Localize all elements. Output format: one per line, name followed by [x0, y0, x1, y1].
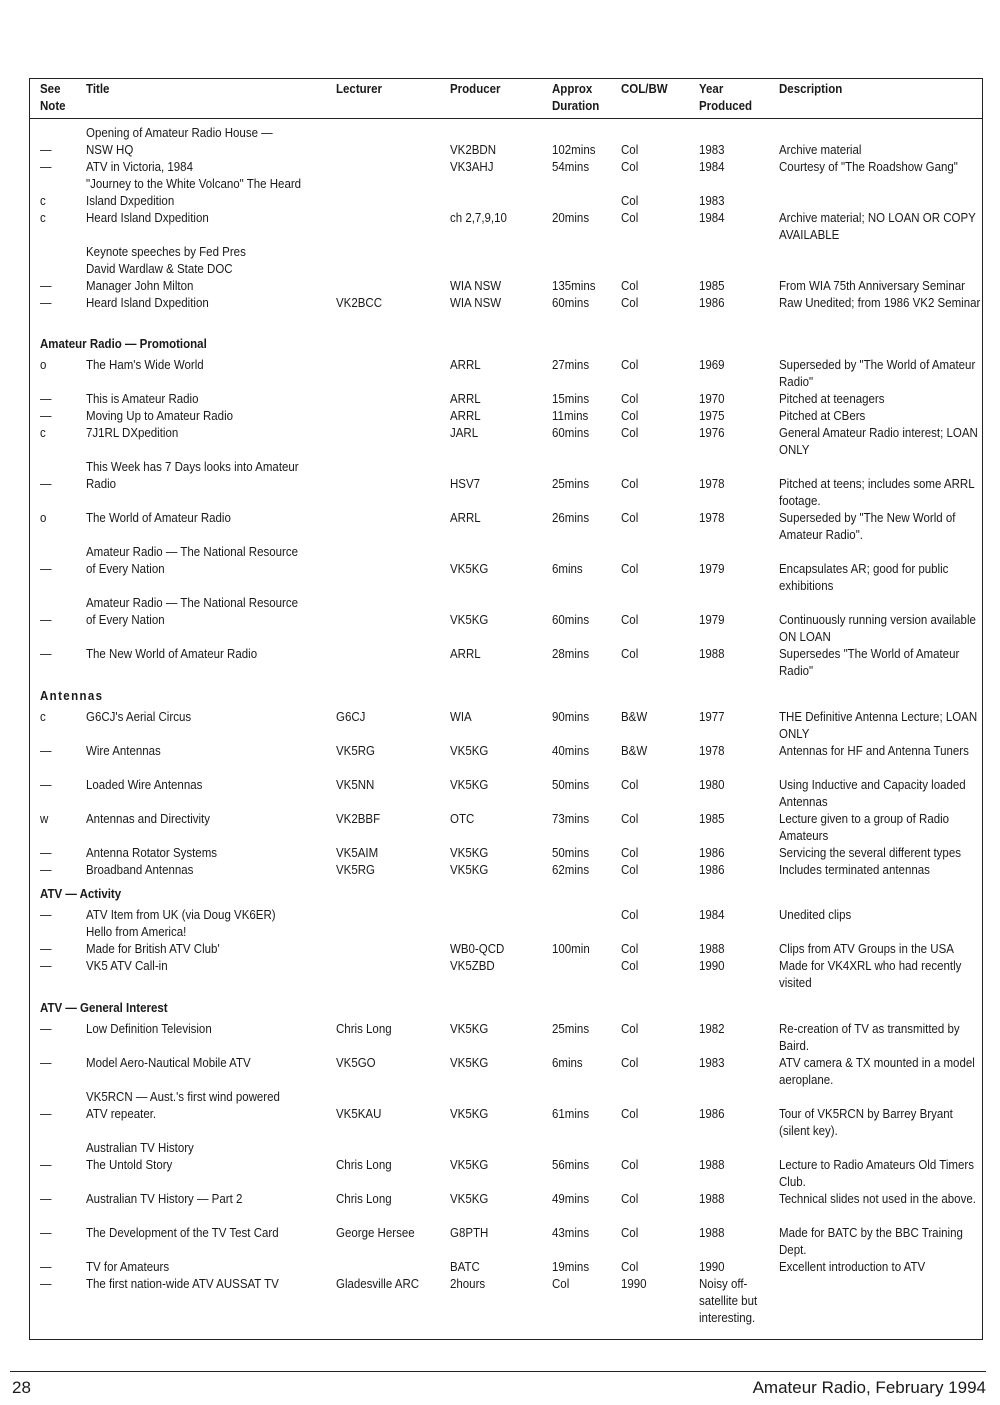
row-note: —: [40, 908, 52, 922]
row-year: 1979: [699, 613, 725, 627]
row-lecturer: Chris Long: [336, 1022, 392, 1036]
row-duration: 54mins: [552, 160, 590, 174]
row-title: The first nation-wide ATV AUSSAT TV: [86, 1277, 279, 1291]
row-duration: 25mins: [552, 477, 590, 491]
col-header-see-note: See Note: [40, 82, 66, 113]
row-year: 1969: [699, 358, 725, 372]
row-producer: WIA: [450, 710, 472, 724]
row-description: Unedited clips: [779, 908, 852, 922]
row-description: From WIA 75th Anniversary Seminar: [779, 279, 965, 293]
col-header-lecturer: Lecturer: [336, 82, 383, 96]
row-producer: ARRL: [450, 392, 481, 406]
row-colbw: Col: [621, 942, 639, 956]
row-producer: WIA NSW: [450, 279, 502, 293]
row-description: Continuously running version available ON LOAN: [779, 613, 976, 644]
row-note: —: [40, 942, 52, 956]
row-colbw: Col: [621, 211, 639, 225]
row-year: 1980: [699, 778, 725, 792]
row-colbw: Col: [621, 613, 639, 627]
row-producer: VK5KG: [450, 562, 489, 576]
row-producer: OTC: [450, 812, 475, 826]
row-lecturer: VK5RG: [336, 863, 375, 877]
row-lecturer: Gladesville ARC: [336, 1277, 420, 1291]
row-producer: ARRL: [450, 511, 481, 525]
row-description: Supersedes "The World of Amateur Radio": [779, 647, 960, 678]
row-colbw: Col: [621, 647, 639, 661]
row-note: —: [40, 959, 52, 973]
row-note: —: [40, 279, 52, 293]
row-producer: 2hours: [450, 1277, 486, 1291]
row-title: Australian TV History — Part 2: [86, 1192, 243, 1206]
row-producer: VK5KG: [450, 846, 489, 860]
row-duration: 40mins: [552, 744, 590, 758]
row-title: This Week has 7 Days looks into Amateur Radio: [86, 460, 299, 491]
row-duration: 50mins: [552, 778, 590, 792]
row-title: "Journey to the White Volcano" The Heard Island Dxpedition: [86, 177, 302, 208]
section-heading-antennas: Antennas: [40, 689, 104, 703]
row-colbw: Col: [621, 1107, 639, 1121]
row-producer: ch 2,7,9,10: [450, 211, 507, 225]
row-year: 1988: [699, 1192, 725, 1206]
row-description: Pitched at CBers: [779, 409, 866, 423]
row-description: General Amateur Radio interest; LOAN ONLY: [779, 426, 978, 457]
row-duration: 102mins: [552, 143, 596, 157]
row-year: 1978: [699, 511, 725, 525]
row-colbw: Col: [621, 511, 639, 525]
row-title: The World of Amateur Radio: [86, 511, 231, 525]
magazine-title: Amateur Radio, February 1994: [752, 1378, 986, 1397]
row-lecturer: George Hersee: [336, 1226, 415, 1240]
row-producer: VK5KG: [450, 1158, 489, 1172]
row-year: 1976: [699, 426, 725, 440]
row-lecturer: VK2BCC: [336, 296, 383, 310]
row-colbw: 1990: [621, 1277, 647, 1291]
row-description: Antennas for HF and Antenna Tuners: [779, 744, 969, 758]
row-producer: VK3AHJ: [450, 160, 494, 174]
row-lecturer: VK5NN: [336, 778, 375, 792]
row-year: 1975: [699, 409, 725, 423]
footer-rule: [10, 1371, 986, 1372]
row-lecturer: VK2BBF: [336, 812, 381, 826]
row-colbw: B&W: [621, 710, 648, 724]
row-note: w: [40, 812, 49, 826]
section-heading-promotional: Amateur Radio — Promotional: [40, 337, 207, 351]
row-colbw: Col: [621, 426, 639, 440]
row-description: Lecture given to a group of Radio Amateurs: [779, 812, 950, 843]
row-year: 1983: [699, 194, 725, 208]
row-year: 1988: [699, 942, 725, 956]
row-title: The New World of Amateur Radio: [86, 647, 258, 661]
col-header-producer: Producer: [450, 82, 501, 96]
row-duration: 60mins: [552, 613, 590, 627]
row-title: ATV in Victoria, 1984: [86, 160, 193, 174]
row-note: —: [40, 296, 52, 310]
row-lecturer: VK5AIM: [336, 846, 379, 860]
row-description: Archive material; NO LOAN OR COPY AVAILABLE: [779, 211, 976, 242]
row-colbw: B&W: [621, 744, 648, 758]
col-header-colbw: COL/BW: [621, 82, 668, 96]
row-title: VK5RCN — Aust.'s first wind powered ATV repeater.: [86, 1090, 280, 1121]
row-title: Heard Island Dxpedition: [86, 296, 209, 310]
row-title: Wire Antennas: [86, 744, 161, 758]
row-producer: JARL: [450, 426, 479, 440]
row-note: —: [40, 392, 52, 406]
row-year: 1986: [699, 1107, 725, 1121]
row-note: o: [40, 511, 47, 525]
row-producer: ARRL: [450, 409, 481, 423]
section-heading-atv-general: ATV — General Interest: [40, 1001, 168, 1015]
row-title: VK5 ATV Call-in: [86, 959, 168, 973]
row-note: c: [40, 194, 46, 208]
row-note: —: [40, 562, 52, 576]
row-title: TV for Amateurs: [86, 1260, 170, 1274]
row-year: 1988: [699, 647, 725, 661]
row-title: This is Amateur Radio: [86, 392, 199, 406]
row-note: —: [40, 613, 52, 627]
row-note: —: [40, 1022, 52, 1036]
row-description: Superseded by "The World of Amateur Radio": [779, 358, 976, 389]
row-note: —: [40, 778, 52, 792]
row-year: 1984: [699, 908, 725, 922]
row-duration: 25mins: [552, 1022, 590, 1036]
row-colbw: Col: [621, 1056, 639, 1070]
row-producer: BATC: [450, 1260, 480, 1274]
row-note: c: [40, 211, 46, 225]
section-heading-atv-activity: ATV — Activity: [40, 887, 122, 901]
row-lecturer: G6CJ: [336, 710, 366, 724]
row-title: Amateur Radio — The National Resource of Every Nation: [86, 596, 299, 627]
row-title: Model Aero-Nautical Mobile ATV: [86, 1056, 251, 1070]
row-title: Hello from America! Made for British ATV Club': [86, 925, 220, 956]
row-colbw: Col: [621, 279, 639, 293]
row-description: Raw Unedited; from 1986 VK2 Seminar: [779, 296, 981, 310]
row-duration: 6mins: [552, 562, 583, 576]
row-year: 1984: [699, 160, 725, 174]
row-duration: 60mins: [552, 426, 590, 440]
row-title: Loaded Wire Antennas: [86, 778, 203, 792]
row-colbw: Col: [621, 846, 639, 860]
row-description: Tour of VK5RCN by Barrey Bryant (silent key).: [779, 1107, 953, 1138]
row-title: Keynote speeches by Fed Pres David Wardlaw & State DOC Manager John Milton: [86, 245, 246, 293]
row-lecturer: Chris Long: [336, 1192, 392, 1206]
row-title: Heard Island Dxpedition: [86, 211, 209, 225]
row-title: ATV Item from UK (via Doug VK6ER): [86, 908, 276, 922]
row-note: —: [40, 863, 52, 877]
row-year: 1986: [699, 296, 725, 310]
row-colbw: Col: [621, 908, 639, 922]
row-duration: 28mins: [552, 647, 590, 661]
row-colbw: Col: [621, 812, 639, 826]
row-description: Re-creation of TV as transmitted by Baird.: [779, 1022, 960, 1053]
row-colbw: Col: [621, 296, 639, 310]
row-colbw: Col: [621, 358, 639, 372]
row-producer: VK5KG: [450, 1022, 489, 1036]
row-colbw: Col: [621, 562, 639, 576]
row-note: —: [40, 477, 52, 491]
row-year: 1988: [699, 1158, 725, 1172]
row-producer: VK5KG: [450, 778, 489, 792]
row-title: Australian TV History The Untold Story: [86, 1141, 194, 1172]
row-year: 1982: [699, 1022, 725, 1036]
row-note: —: [40, 1277, 52, 1291]
row-duration: 73mins: [552, 812, 590, 826]
row-duration: 19mins: [552, 1260, 590, 1274]
row-colbw: Col: [621, 1022, 639, 1036]
row-year: 1984: [699, 211, 725, 225]
row-colbw: Col: [621, 1260, 639, 1274]
row-duration: 56mins: [552, 1158, 590, 1172]
row-note: —: [40, 1192, 52, 1206]
row-description: Made for BATC by the BBC Training Dept.: [779, 1226, 963, 1257]
row-year: 1986: [699, 863, 725, 877]
row-note: —: [40, 1226, 52, 1240]
row-colbw: Col: [621, 194, 639, 208]
row-duration: Col: [552, 1277, 570, 1291]
row-duration: 61mins: [552, 1107, 590, 1121]
row-lecturer: Chris Long: [336, 1158, 392, 1172]
row-note: —: [40, 1107, 52, 1121]
row-description: Servicing the several different types: [779, 846, 961, 860]
row-title: Antenna Rotator Systems: [86, 846, 218, 860]
row-year: 1985: [699, 279, 725, 293]
row-title: Antennas and Directivity: [86, 812, 211, 826]
row-duration: 90mins: [552, 710, 590, 724]
row-duration: 135mins: [552, 279, 596, 293]
row-colbw: Col: [621, 409, 639, 423]
row-duration: 50mins: [552, 846, 590, 860]
row-duration: 43mins: [552, 1226, 590, 1240]
col-header-duration: Approx Duration: [552, 82, 600, 113]
row-note: o: [40, 358, 47, 372]
row-year: 1978: [699, 744, 725, 758]
row-year: Noisy off- satellite but interesting.: [699, 1277, 758, 1325]
header-rule: [29, 118, 983, 119]
row-description: Lecture to Radio Amateurs Old Timers Club.: [779, 1158, 974, 1189]
row-title: Moving Up to Amateur Radio: [86, 409, 234, 423]
row-year: 1985: [699, 812, 725, 826]
row-colbw: Col: [621, 392, 639, 406]
row-note: —: [40, 1158, 52, 1172]
row-duration: 20mins: [552, 211, 590, 225]
row-description: Pitched at teens; includes some ARRL footage.: [779, 477, 975, 508]
col-header-year: Year Produced: [699, 82, 753, 113]
row-year: 1988: [699, 1226, 725, 1240]
row-note: c: [40, 710, 46, 724]
row-producer: VK5KG: [450, 1107, 489, 1121]
row-colbw: Col: [621, 160, 639, 174]
row-lecturer: VK5RG: [336, 744, 375, 758]
row-producer: G8PTH: [450, 1226, 489, 1240]
row-colbw: Col: [621, 863, 639, 877]
row-description: Excellent introduction to ATV: [779, 1260, 926, 1274]
row-note: —: [40, 143, 52, 157]
row-description: Technical slides not used in the above.: [779, 1192, 976, 1206]
row-note: —: [40, 409, 52, 423]
row-title: The Ham's Wide World: [86, 358, 204, 372]
page-number: 28: [12, 1378, 31, 1397]
row-note: —: [40, 846, 52, 860]
row-duration: 6mins: [552, 1056, 583, 1070]
row-description: Superseded by "The New World of Amateur Radio".: [779, 511, 956, 542]
row-colbw: Col: [621, 143, 639, 157]
row-description: Encapsulates AR; good for public exhibitions: [779, 562, 949, 593]
row-duration: 100min: [552, 942, 590, 956]
row-description: ATV camera & TX mounted in a model aeroplane.: [779, 1056, 975, 1087]
row-year: 1990: [699, 959, 725, 973]
row-title: G6CJ's Aerial Circus: [86, 710, 192, 724]
row-producer: VK5KG: [450, 1056, 489, 1070]
row-producer: WB0-QCD: [450, 942, 505, 956]
row-producer: VK5KG: [450, 744, 489, 758]
row-description: Courtesy of "The Roadshow Gang": [779, 160, 958, 174]
row-producer: WIA NSW: [450, 296, 502, 310]
row-title: 7J1RL DXpedition: [86, 426, 179, 440]
row-title: Broadband Antennas: [86, 863, 194, 877]
row-year: 1977: [699, 710, 725, 724]
row-producer: VK5KG: [450, 863, 489, 877]
row-note: —: [40, 1056, 52, 1070]
col-header-title: Title: [86, 82, 110, 96]
row-title: Low Definition Television: [86, 1022, 212, 1036]
row-producer: VK5KG: [450, 613, 489, 627]
row-year: 1983: [699, 143, 725, 157]
row-colbw: Col: [621, 778, 639, 792]
row-lecturer: VK5KAU: [336, 1107, 382, 1121]
row-duration: 27mins: [552, 358, 590, 372]
row-description: Made for VK4XRL who had recently visited: [779, 959, 962, 990]
row-producer: VK5KG: [450, 1192, 489, 1206]
row-title: Opening of Amateur Radio House — NSW HQ: [86, 126, 273, 157]
col-header-description: Description: [779, 82, 843, 96]
row-note: —: [40, 160, 52, 174]
row-duration: 60mins: [552, 296, 590, 310]
row-note: c: [40, 426, 46, 440]
row-colbw: Col: [621, 477, 639, 491]
row-description: Archive material: [779, 143, 862, 157]
row-description: Using Inductive and Capacity loaded Antennas: [779, 778, 966, 809]
row-note: —: [40, 647, 52, 661]
row-description: Clips from ATV Groups in the USA: [779, 942, 954, 956]
row-year: 1978: [699, 477, 725, 491]
row-note: —: [40, 1260, 52, 1274]
row-colbw: Col: [621, 959, 639, 973]
row-producer: VK5ZBD: [450, 959, 495, 973]
row-duration: 15mins: [552, 392, 590, 406]
row-year: 1970: [699, 392, 725, 406]
row-year: 1979: [699, 562, 725, 576]
row-title: Amateur Radio — The National Resource of Every Nation: [86, 545, 299, 576]
row-description: THE Definitive Antenna Lecture; LOAN ONLY: [779, 710, 978, 741]
row-year: 1983: [699, 1056, 725, 1070]
row-year: 1990: [699, 1260, 725, 1274]
row-colbw: Col: [621, 1158, 639, 1172]
row-producer: VK2BDN: [450, 143, 497, 157]
row-duration: 26mins: [552, 511, 590, 525]
row-colbw: Col: [621, 1192, 639, 1206]
row-colbw: Col: [621, 1226, 639, 1240]
row-duration: 11mins: [552, 409, 589, 423]
row-description: Includes terminated antennas: [779, 863, 930, 877]
row-producer: HSV7: [450, 477, 481, 491]
row-description: Pitched at teenagers: [779, 392, 885, 406]
row-title: The Development of the TV Test Card: [86, 1226, 279, 1240]
row-producer: ARRL: [450, 647, 481, 661]
row-duration: 62mins: [552, 863, 590, 877]
row-note: —: [40, 744, 52, 758]
row-lecturer: VK5GO: [336, 1056, 376, 1070]
row-producer: ARRL: [450, 358, 481, 372]
row-year: 1986: [699, 846, 725, 860]
row-duration: 49mins: [552, 1192, 590, 1206]
